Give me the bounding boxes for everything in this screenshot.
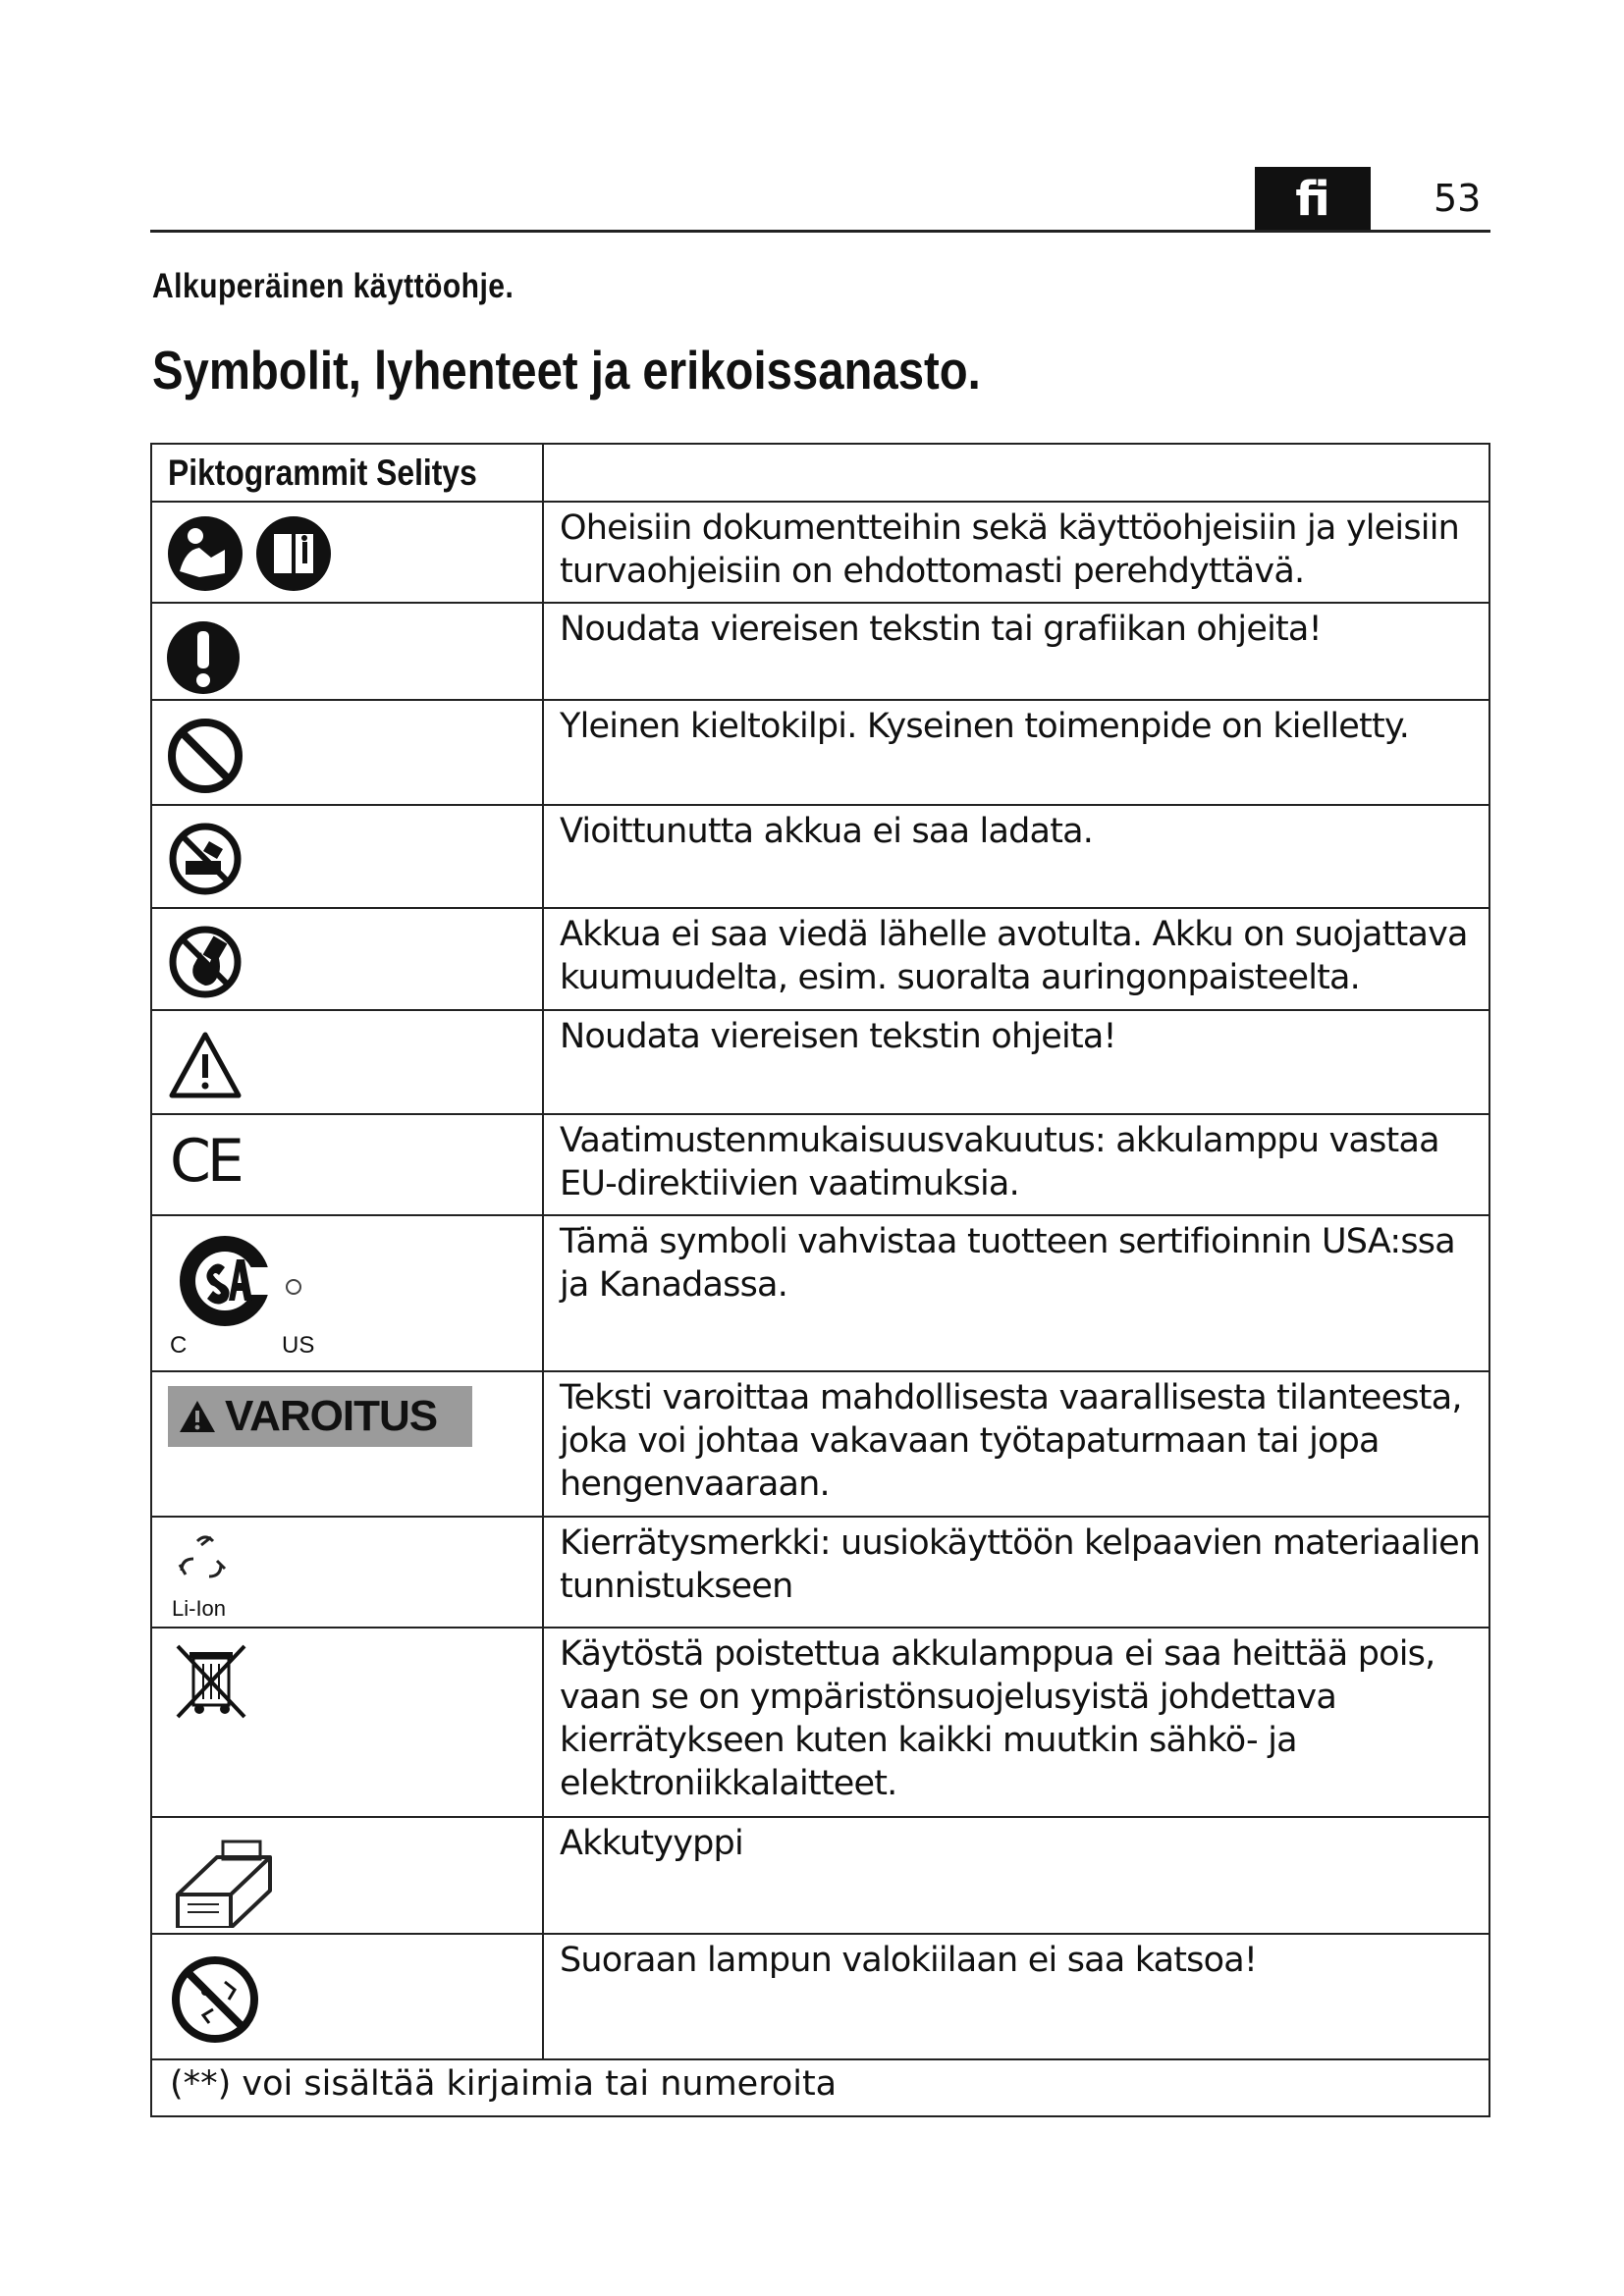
table-header-cell: Piktogrammit Selitys [151, 444, 543, 502]
table-row [151, 1817, 1489, 1934]
page-title: Symbolit, lyhenteet ja erikoissanasto. [152, 340, 981, 400]
document-subtitle: Alkuperäinen käyttöohje. [152, 267, 514, 305]
table-row [151, 1934, 1489, 2059]
table-row [151, 700, 1489, 805]
varoitus-badge-icon [151, 1371, 543, 1517]
recycling-li-ion-icon [151, 1517, 543, 1628]
weee-bin-icon [151, 1628, 543, 1817]
no-fire-battery-icon [151, 908, 543, 1010]
no-look-into-beam-icon [151, 1934, 543, 2059]
battery-pack-icon [151, 1817, 543, 1934]
prohibition-icon [151, 700, 543, 805]
language-tab: fi [1255, 167, 1371, 232]
csa-mark-icon [151, 1215, 543, 1371]
table-row [151, 502, 1489, 603]
table-footer-row [151, 2059, 1489, 2116]
table-footnote: (**) voi sisältää kirjaimia tai numeroita [151, 2059, 1489, 2116]
ce-mark-icon [151, 1114, 543, 1215]
li-ion-label: Li-Ion [172, 1596, 227, 1621]
row-text: Yleinen kieltokilpi. Kyseinen toimenpide on kielletty. [543, 700, 1489, 805]
table-row [151, 1010, 1489, 1114]
table-header-row [151, 444, 1489, 502]
table-row [151, 603, 1489, 700]
table-row [151, 908, 1489, 1010]
row-text: Teksti varoittaa mahdollisesta vaarallisesta tilanteesta, joka voi johtaa vakavaan työtapaturmaan tai jopa hengenvaaraan. [543, 1371, 1489, 1517]
row-text: Käytöstä poistettua akkulamppua ei saa heittää pois, vaan se on ympäristönsuojelusyistä johdettava kierrätykseen kuten kaikki muutkin sähkö- ja elektroniikkalaitteet. [543, 1628, 1489, 1817]
table-row [151, 1114, 1489, 1215]
row-text: Noudata viereisen tekstin tai grafiikan ohjeita! [543, 603, 1489, 700]
table-row [151, 1215, 1489, 1371]
varoitus-label: VAROITUS [225, 1392, 438, 1440]
header-rule [150, 230, 1490, 233]
ce-mark-text: CE [170, 1127, 241, 1196]
row-text: Akkua ei saa viedä lähelle avotulta. Akku on suojattava kuumuudelta, esim. suoralta auringonpaisteelta. [543, 908, 1489, 1010]
row-text: Akkutyyppi [543, 1817, 1489, 1934]
varoitus-badge [168, 1386, 472, 1447]
page-number: 53 [1434, 177, 1482, 220]
warning-triangle-icon [151, 1010, 543, 1114]
row-text: Oheisiin dokumentteihin sekä käyttöohjeisiin ja yleisiin turvaohjeisiin on ehdottomasti perehdyttävä. [543, 502, 1489, 603]
table-header-empty [543, 444, 1489, 502]
table-row [151, 1371, 1489, 1517]
exclamation-mandatory-icon [151, 603, 543, 700]
warning-small-icon [178, 1399, 217, 1434]
row-text: Tämä symboli vahvistaa tuotteen sertifioinnin USA:ssa ja Kanadassa. [543, 1215, 1489, 1371]
table-row [151, 1628, 1489, 1817]
no-charge-damaged-battery-icon [151, 805, 543, 908]
row-text: Kierrätysmerkki: uusiokäyttöön kelpaavien materiaalien tunnistukseen [543, 1517, 1489, 1628]
csa-c-label: C [170, 1332, 188, 1359]
table-row [151, 1517, 1489, 1628]
row-text: Suoraan lampun valokiilaan ei saa katsoa! [543, 1934, 1489, 2059]
row-text: Noudata viereisen tekstin ohjeita! [543, 1010, 1489, 1114]
symbols-table [150, 443, 1490, 2117]
row-text: Vioittunutta akkua ei saa ladata. [543, 805, 1489, 908]
csa-us-label: US [282, 1332, 315, 1359]
read-manual-icons [151, 502, 543, 603]
row-text: Vaatimustenmukaisuusvakuutus: akkulamppu vastaa EU-direktiivien vaatimuksia. [543, 1114, 1489, 1215]
table-row [151, 805, 1489, 908]
